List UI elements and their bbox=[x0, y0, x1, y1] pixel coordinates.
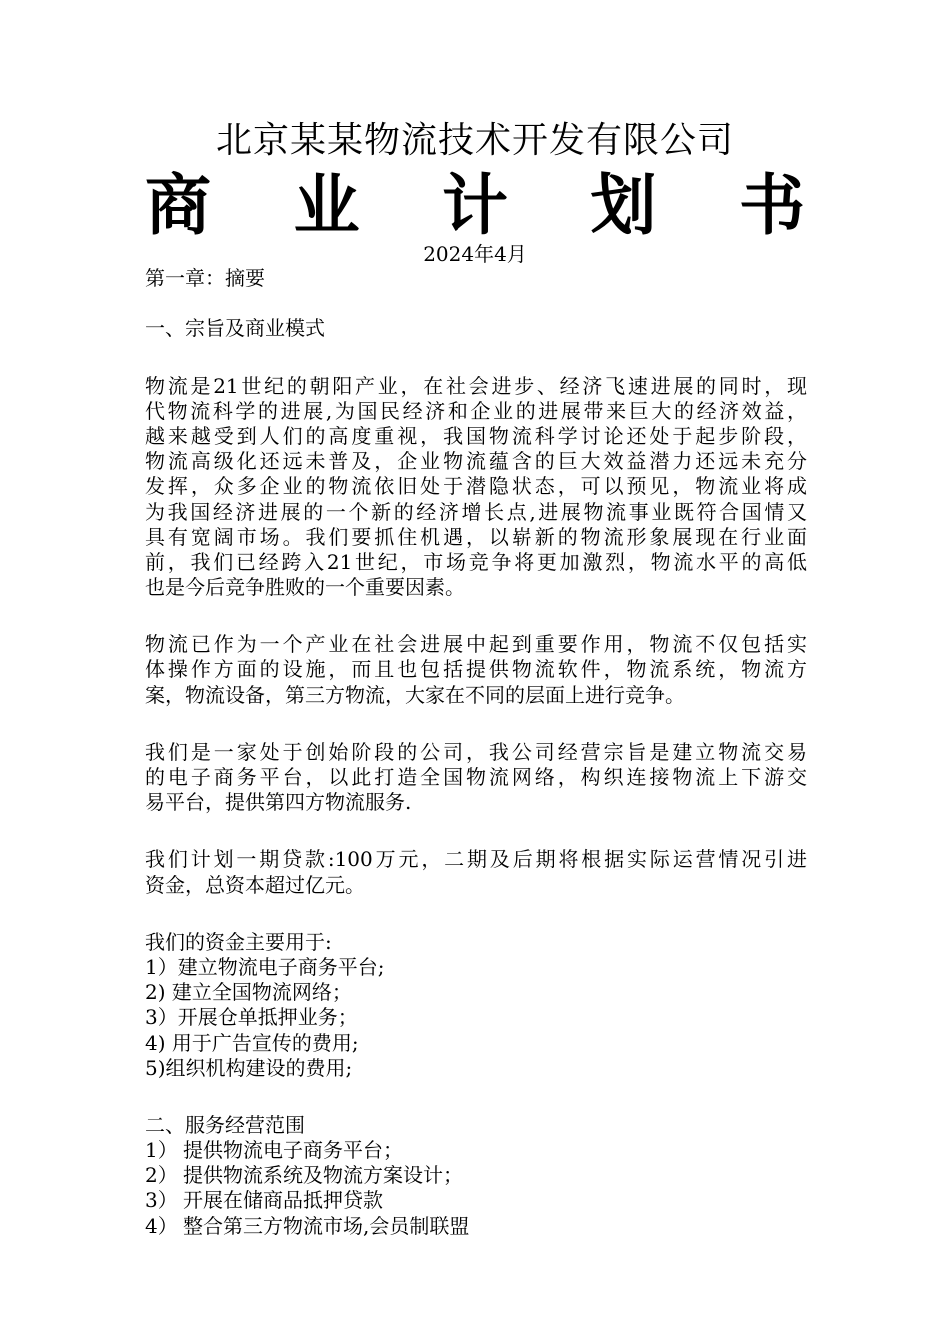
title-char: 业 bbox=[293, 167, 360, 244]
list-item bbox=[145, 1163, 807, 1188]
paragraph-line: 具有宽阔市场。我们要抓住机遇，以崭新的物流形象展现在行业面 bbox=[145, 524, 807, 549]
paragraph-line: 代物流科学的进展,为国民经济和企业的进展带来巨大的经济效益， bbox=[145, 398, 807, 423]
paragraph-line: 资金，总资本超过亿元。 bbox=[145, 872, 365, 897]
paragraph-line: 也是今后竞争胜败的一个重要因素。 bbox=[145, 575, 465, 600]
paragraph-line: 发挥，众多企业的物流依旧处于潜隐状态，可以预见，物流业将成 bbox=[145, 474, 807, 499]
title-char: 计 bbox=[442, 167, 508, 244]
list-item: 4) 用于广告宣传的费用; bbox=[145, 1030, 359, 1055]
paragraph-line: 为我国经济进展的一个新的经济增长点,进展物流事业既符合国情又 bbox=[145, 499, 807, 524]
paragraph-funding bbox=[145, 847, 807, 897]
section-heading: 一、宗旨及商业模式 bbox=[145, 316, 325, 341]
funds-intro: 我们的资金主要用于: bbox=[145, 929, 332, 954]
document-body bbox=[145, 266, 807, 1239]
item-text: 提供物流电子商务平台； bbox=[183, 1138, 403, 1163]
section-heading: 二、服务经营范围 bbox=[145, 1112, 305, 1137]
item-text: 整合第三方物流市场,会员制联盟 bbox=[183, 1213, 470, 1238]
paragraph-company bbox=[145, 740, 807, 816]
service-scope bbox=[145, 1113, 807, 1239]
paragraph-line: 物流高级化还远未普及，企业物流蕴含的巨大效益潜力还远未充分 bbox=[145, 449, 807, 474]
company-name: 北京某某物流技术开发有限公司 bbox=[215, 120, 734, 161]
paragraph-line: 越来越受到人们的高度重视，我国物流科学讨论还处于起步阶段， bbox=[145, 423, 807, 448]
chapter-title: 第一章：摘要 bbox=[145, 266, 265, 290]
document-date: 2024年4月 bbox=[423, 242, 527, 266]
item-number: 2） bbox=[145, 1163, 178, 1188]
paragraph-industry bbox=[145, 632, 807, 708]
item-number: 3） bbox=[145, 1188, 178, 1213]
paragraph-line: 案，物流设备，第三方物流，大家在不同的层面上进行竞争。 bbox=[145, 682, 685, 707]
title-char: 商 bbox=[145, 167, 211, 244]
item-number: 4） bbox=[145, 1213, 178, 1238]
list-item bbox=[145, 1214, 807, 1239]
list-item: 5)组织机构建设的费用; bbox=[145, 1055, 353, 1080]
paragraph-line: 我们是一家处于创始阶段的公司，我公司经营宗旨是建立物流交易 bbox=[145, 739, 807, 764]
document-title bbox=[145, 166, 805, 246]
title-char: 划 bbox=[590, 167, 657, 244]
paragraph-line: 的电子商务平台，以此打造全国物流网络，构织连接物流上下游交 bbox=[145, 765, 807, 789]
item-text: 开展在储商品抵押贷款 bbox=[183, 1188, 383, 1213]
paragraph-line: 物流是21世纪的朝阳产业，在社会进步、经济飞速进展的同时，现 bbox=[145, 373, 807, 398]
list-item: 1）建立物流电子商务平台; bbox=[145, 954, 385, 979]
list-item: 2) 建立全国物流网络； bbox=[145, 980, 352, 1005]
paragraph-line: 体操作方面的设施，而且也包括提供物流软件，物流系统，物流方 bbox=[145, 657, 807, 682]
paragraph-line: 易平台，提供第四方物流服务. bbox=[145, 790, 412, 815]
list-item bbox=[145, 1138, 807, 1163]
paragraph-line: 前，我们已经跨入21世纪，市场竞争将更加激烈，物流水平的高低 bbox=[145, 549, 807, 574]
paragraph-intro bbox=[145, 374, 807, 601]
item-number: 1） bbox=[145, 1138, 178, 1163]
paragraph-line: 我们计划一期贷款:100万元，二期及后期将根据实际运营情况引进 bbox=[145, 847, 807, 872]
title-char: 书 bbox=[739, 167, 805, 244]
item-text: 提供物流系统及物流方案设计； bbox=[183, 1163, 463, 1188]
list-item bbox=[145, 1188, 807, 1213]
list-item: 3）开展仓单抵押业务； bbox=[145, 1005, 358, 1030]
paragraph-line: 物流已作为一个产业在社会进展中起到重要作用，物流不仅包括实 bbox=[145, 632, 807, 657]
funds-list bbox=[145, 930, 807, 1081]
